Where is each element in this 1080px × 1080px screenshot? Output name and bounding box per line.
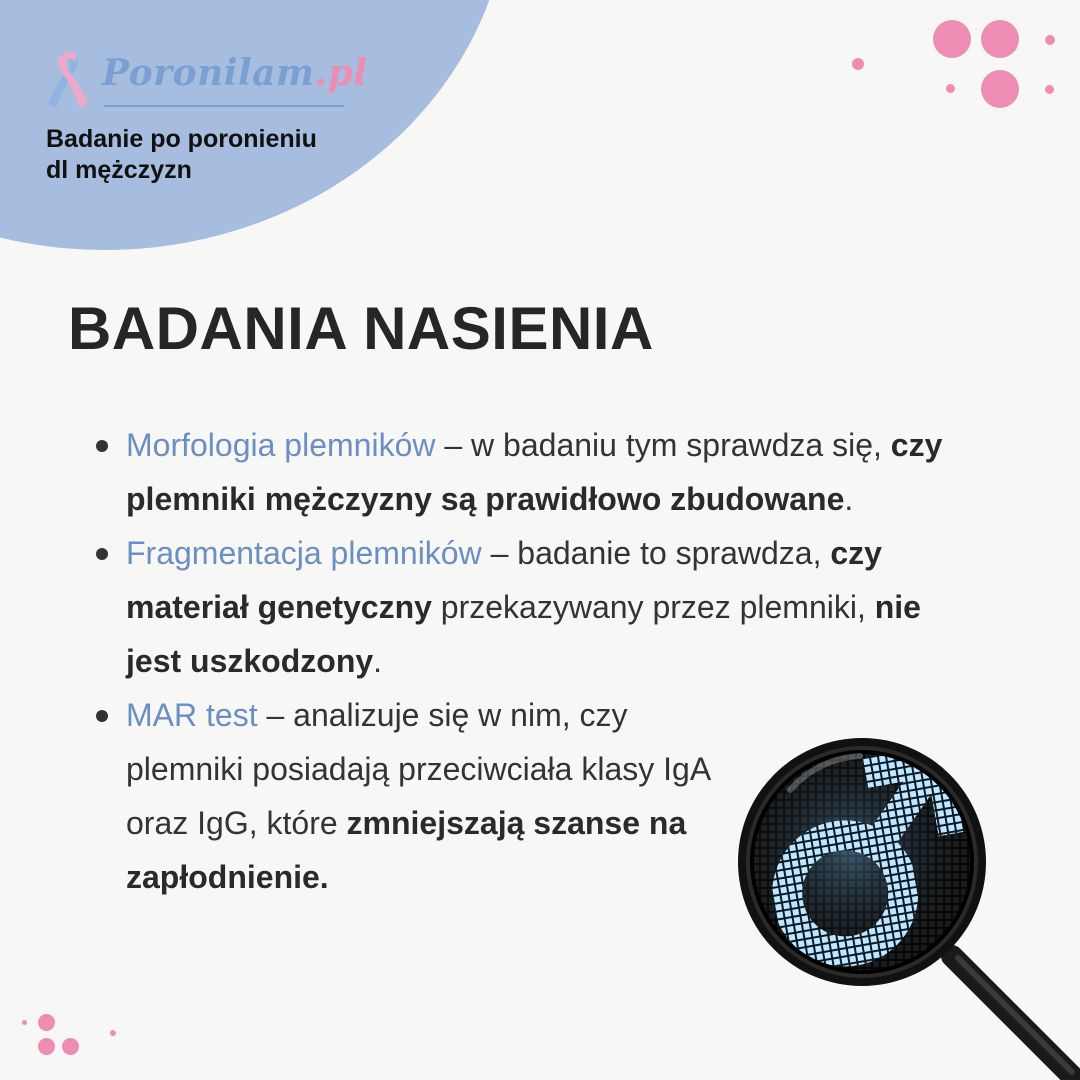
item-text: przekazywany przez plemniki, (431, 589, 875, 625)
item-text: . (373, 643, 383, 679)
page-title: BADANIA NASIENIA (68, 295, 654, 362)
decor-dot (852, 58, 864, 70)
decor-dot (981, 70, 1019, 108)
decor-dot (1045, 35, 1055, 45)
list-item-fragmentation (96, 526, 956, 688)
list-item-mar-test (96, 688, 726, 904)
item-bold: czy plemniki mężczyzny są prawidłowo zbudowane (126, 427, 943, 517)
bullet-icon (96, 440, 108, 452)
decor-dot (1045, 85, 1054, 94)
decor-dot (62, 1038, 79, 1055)
decor-dot (110, 1030, 116, 1036)
item-bold: czy materiał genetyczny (126, 535, 882, 625)
brand-name-main: Poronilam (102, 52, 315, 94)
item-text: – analizuje się w nim, czy plemniki posiadają przeciwciała klasy IgA oraz IgG, które (126, 697, 710, 841)
item-term: Fragmentacja plemników (126, 535, 482, 571)
bullet-icon (96, 548, 108, 560)
list-item-morphology (96, 418, 956, 526)
bullet-icon (96, 710, 108, 722)
brand-name (102, 52, 367, 94)
decor-dot (38, 1038, 55, 1055)
item-term: MAR test (126, 697, 258, 733)
brand-underline (104, 105, 344, 107)
decor-dot (38, 1014, 55, 1031)
decor-dot (22, 1020, 27, 1025)
ribbon-logo-icon (46, 50, 92, 112)
subtitle-line-1: Badanie po poronieniu (46, 125, 317, 153)
subtitle-line-2: dl mężczyzn (46, 156, 192, 184)
item-text: . (844, 481, 854, 517)
decor-dot (981, 20, 1019, 58)
item-text: – badanie to sprawdza, (481, 535, 831, 571)
subtitle (46, 124, 426, 186)
item-bold: zmniejszają szanse na zapłodnienie. (126, 805, 687, 895)
magnifier-male-symbol-icon (720, 720, 1080, 1080)
decor-dot (933, 20, 971, 58)
brand-tld: .pl (314, 52, 368, 94)
item-text: – w badaniu tym sprawdza się, (435, 427, 891, 463)
item-bold: nie jest uszkodzony (126, 589, 921, 679)
item-term: Morfologia plemników (126, 427, 436, 463)
brand-logo (46, 50, 366, 114)
decor-dot (946, 84, 955, 93)
